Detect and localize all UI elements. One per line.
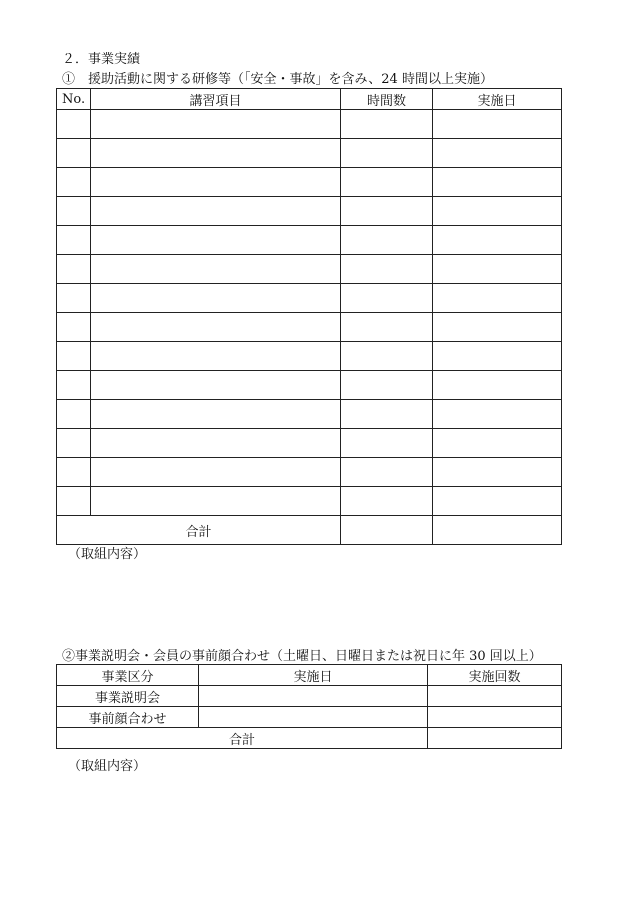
table-row [57, 458, 562, 487]
training-total-label: 合計 [57, 516, 341, 545]
date-cell[interactable] [433, 226, 562, 255]
meeting-total-label: 合計 [57, 728, 428, 749]
training-note-label: （取組内容） [68, 547, 147, 562]
row-label-pre-meeting: 事前顔合わせ [57, 707, 199, 728]
table-row [57, 168, 562, 197]
course-item-cell[interactable] [91, 371, 341, 400]
course-item-cell[interactable] [91, 139, 341, 168]
table-row [57, 487, 562, 516]
training-total-hours-cell[interactable] [341, 516, 433, 545]
row-label-briefing: 事業説明会 [57, 686, 199, 707]
course-item-cell[interactable] [91, 197, 341, 226]
row-no-cell[interactable] [57, 197, 91, 226]
section-heading: ２．事業実績 [62, 52, 141, 67]
meeting-table-header-row [57, 665, 562, 686]
pre-meeting-count-cell[interactable] [428, 707, 562, 728]
header-count: 実施回数 [428, 665, 562, 686]
table-row [57, 284, 562, 313]
row-no-cell[interactable] [57, 255, 91, 284]
briefing-date-cell[interactable] [199, 686, 428, 707]
header-category: 事業区分 [57, 665, 199, 686]
course-item-cell[interactable] [91, 342, 341, 371]
date-cell[interactable] [433, 487, 562, 516]
row-no-cell[interactable] [57, 400, 91, 429]
course-item-cell[interactable] [91, 400, 341, 429]
course-item-cell[interactable] [91, 284, 341, 313]
table-row [57, 371, 562, 400]
meeting-total-count-cell[interactable] [428, 728, 562, 749]
hours-cell[interactable] [341, 255, 433, 284]
table-row [57, 139, 562, 168]
course-item-cell[interactable] [91, 110, 341, 139]
course-item-cell[interactable] [91, 487, 341, 516]
briefing-count-cell[interactable] [428, 686, 562, 707]
meeting-row-briefing [57, 686, 562, 707]
table-row [57, 226, 562, 255]
hours-cell[interactable] [341, 139, 433, 168]
header-course-item: 講習項目 [91, 89, 341, 110]
date-cell[interactable] [433, 168, 562, 197]
training-section-heading: ① 援助活動に関する研修等（「安全・事故」を含み、24 時間以上実施） [62, 72, 493, 87]
row-no-cell[interactable] [57, 458, 91, 487]
course-item-cell[interactable] [91, 458, 341, 487]
pre-meeting-date-cell[interactable] [199, 707, 428, 728]
row-no-cell[interactable] [57, 371, 91, 400]
hours-cell[interactable] [341, 226, 433, 255]
table-row [57, 342, 562, 371]
hours-cell[interactable] [341, 168, 433, 197]
table-row [57, 429, 562, 458]
course-item-cell[interactable] [91, 429, 341, 458]
hours-cell[interactable] [341, 284, 433, 313]
row-no-cell[interactable] [57, 313, 91, 342]
training-table-header-row [57, 89, 562, 110]
table-row [57, 110, 562, 139]
date-cell[interactable] [433, 429, 562, 458]
training-table [56, 88, 562, 545]
date-cell[interactable] [433, 400, 562, 429]
meeting-total-row [57, 728, 562, 749]
meeting-row-pre-meeting [57, 707, 562, 728]
date-cell[interactable] [433, 342, 562, 371]
date-cell[interactable] [433, 139, 562, 168]
course-item-cell[interactable] [91, 168, 341, 197]
row-no-cell[interactable] [57, 487, 91, 516]
table-row [57, 400, 562, 429]
hours-cell[interactable] [341, 371, 433, 400]
course-item-cell[interactable] [91, 255, 341, 284]
table-row [57, 255, 562, 284]
meeting-section-heading: ②事業説明会・会員の事前顔合わせ（土曜日、日曜日または祝日に年 30 回以上） [62, 649, 542, 664]
meeting-table [56, 664, 562, 749]
hours-cell[interactable] [341, 313, 433, 342]
header-hours: 時間数 [341, 89, 433, 110]
hours-cell[interactable] [341, 197, 433, 226]
date-cell[interactable] [433, 284, 562, 313]
date-cell[interactable] [433, 371, 562, 400]
row-no-cell[interactable] [57, 342, 91, 371]
hours-cell[interactable] [341, 487, 433, 516]
training-table-body [57, 110, 562, 516]
hours-cell[interactable] [341, 342, 433, 371]
meeting-note-label: （取組内容） [68, 759, 147, 774]
course-item-cell[interactable] [91, 313, 341, 342]
training-table-total-row [57, 516, 562, 545]
header-date: 実施日 [433, 89, 562, 110]
header-no: No. [57, 89, 91, 110]
hours-cell[interactable] [341, 400, 433, 429]
hours-cell[interactable] [341, 110, 433, 139]
date-cell[interactable] [433, 197, 562, 226]
row-no-cell[interactable] [57, 168, 91, 197]
row-no-cell[interactable] [57, 110, 91, 139]
date-cell[interactable] [433, 313, 562, 342]
row-no-cell[interactable] [57, 226, 91, 255]
hours-cell[interactable] [341, 458, 433, 487]
hours-cell[interactable] [341, 429, 433, 458]
table-row [57, 197, 562, 226]
course-item-cell[interactable] [91, 226, 341, 255]
table-row [57, 313, 562, 342]
training-total-date-cell[interactable] [433, 516, 562, 545]
date-cell[interactable] [433, 110, 562, 139]
header-implementation-date: 実施日 [199, 665, 428, 686]
row-no-cell[interactable] [57, 284, 91, 313]
row-no-cell[interactable] [57, 139, 91, 168]
row-no-cell[interactable] [57, 429, 91, 458]
date-cell[interactable] [433, 458, 562, 487]
date-cell[interactable] [433, 255, 562, 284]
